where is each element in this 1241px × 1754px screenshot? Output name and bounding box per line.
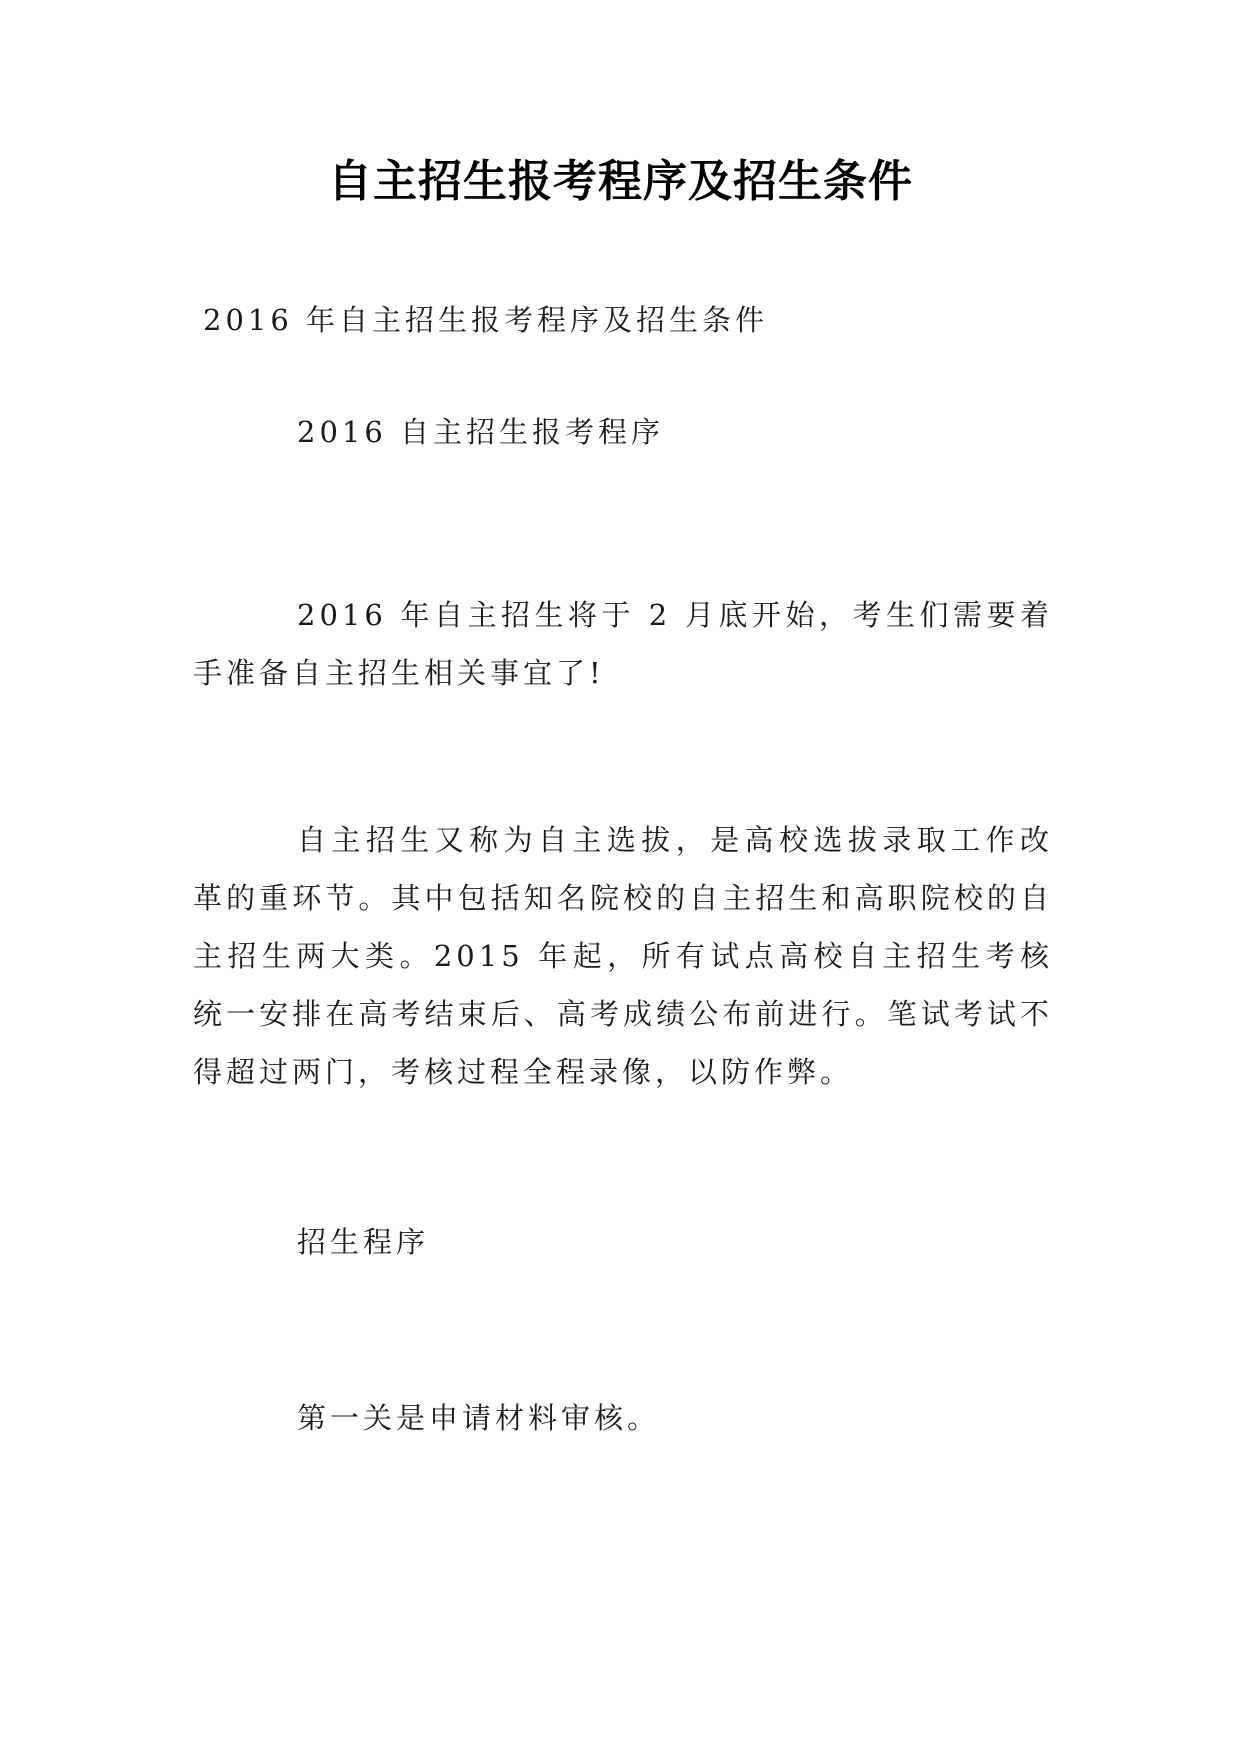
- section-heading-admission-procedure: 招生程序: [297, 1225, 430, 1259]
- document-subtitle: 2016 年自主招生报考程序及招生条件: [203, 303, 769, 337]
- document-title: 自主招生报考程序及招生条件: [328, 156, 913, 207]
- section-heading-procedure: 2016 自主招生报考程序: [297, 415, 665, 449]
- paragraph-definition: 自主招生又称为自主选拔，是高校选拔录取工作改革的重环节。其中包括知名院校的自主招生和高职院校的自主招生两大类。2015 年起，所有试点高校自主招生考核统一安排在高考结束后、高考成绩公布前进行。笔试考试不得超过两门，考核过程全程录像，以防作弊。: [193, 823, 1053, 1089]
- paragraph-start-date: 2016 年自主招生将于 2 月底开始，考生们需要着手准备自主招生相关事宜了!: [193, 598, 1053, 690]
- paragraph-first-stage: 第一关是申请材料审核。: [297, 1401, 661, 1435]
